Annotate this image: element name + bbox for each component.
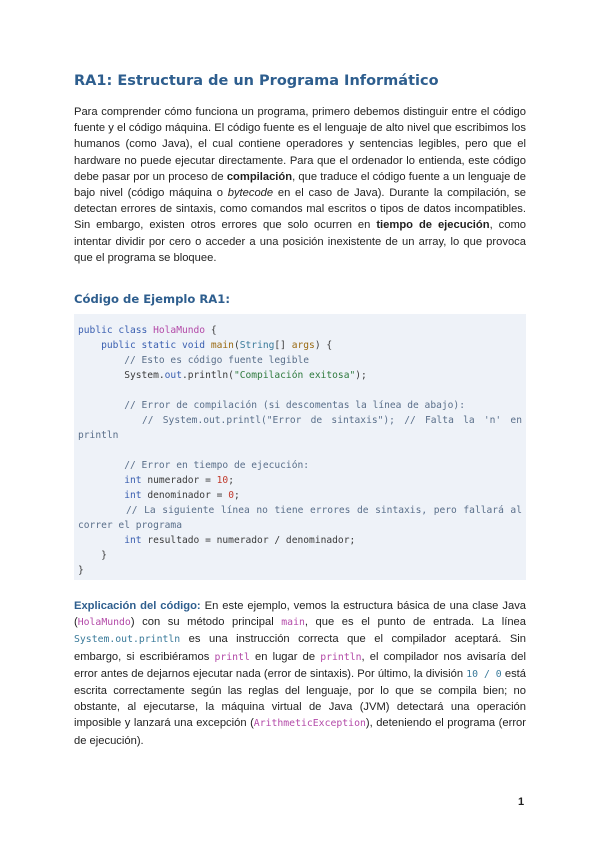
code-block [74,314,526,580]
intro-text-3: en el caso de Java). Durante la compilación, se detectan errores de sintaxis, como comandos mal escritos o tipos de datos incompatibles. Sin embargo, existen otros errores que solo ocurren en [74,187,527,232]
inline-code: System.out.println [74,634,181,646]
code-comment: // Error de compilación (si descomentas la línea de abajo): [78,400,465,411]
code-comment: // Esto es código fuente legible [78,355,310,366]
page-number: 1 [518,796,525,808]
bold-compilacion: compilación [226,170,293,183]
example-heading: Código de Ejemplo RA1: [74,292,230,306]
code-line: public class HolaMundo { [78,325,217,336]
code-line: } [78,550,107,561]
code-line: } [78,565,84,576]
intro-text-1: Para comprender cómo funciona un programa, primero debemos distinguir entre el código fuente y el código máquina. El código fuente es el lenguaje de alto nivel que escribimos los humanos (como Java), el cual contiene operadores y sentencias legibles, pero que el hardware no puede ejecutar directamente. Para que el ordenador lo entienda, este código debe pasar por un proceso de [74,106,526,183]
inline-code: 10 / 0 [466,668,502,680]
inline-code: println [320,651,362,663]
code-blank-line [78,443,522,458]
code-comment: // La siguiente línea no tiene errores de sintaxis, pero fallará al correr el programa [78,505,522,531]
code-line: int numerador = 10; [78,475,234,486]
italic-bytecode: bytecode [227,187,274,200]
inline-code: HolaMundo [77,617,131,629]
code-comment: // Error en tiempo de ejecución: [78,460,310,471]
code-comment: // System.out.printl("Error de sintaxis"); // Falta la 'n' en println [78,415,522,441]
intro-paragraph [74,104,526,266]
bold-tiempo-ejecucion: tiempo de ejecución [376,219,490,232]
code-line: public static void main(String[] args) { [78,340,333,351]
code-line: int resultado = numerador / denominador; [78,535,356,546]
inline-code: ArithmeticException [253,718,366,730]
inline-code: main [281,617,305,629]
code-line: System.out.println("Compilación exitosa"); [78,370,367,381]
code-line: int denominador = 0; [78,490,240,501]
page-title: RA1: Estructura de un Programa Informático [74,73,439,89]
intro-text-4: , como intentar dividir por cero o acceder a una posición inexistente de un array, lo que provoca que el programa se bloquee. [74,219,526,264]
inline-code: printl [214,651,250,663]
explanation-paragraph: Explicación del código: En este ejemplo, vemos la estructura básica de una clase Java (HolaMundo) con su método principal main, que es el punto de entrada. La línea System.out.println es una instrucción correcta que el compilador aceptará. Sin embargo, si escribiéramos printl en lugar de println, el compilador nos avisaría del error antes de dejarnos ejecutar nada (error de sintaxis). Por último, la división 10 / 0 está escrita correctamente según las reglas del lenguaje, por lo que se compila bien; no obstante, al ejecutarse, la máquina virtual de Java (JVM) detectará una operación imposible y lanzará una excepción (ArithmeticException), deteniendo el programa (error de ejecución). [74,600,527,747]
code-blank-line [78,383,522,398]
intro-text-2: , que traduce el código fuente a un lenguaje de bajo nivel (código máquina o [74,170,526,200]
explanation-label: Explicación del código: [74,600,201,612]
